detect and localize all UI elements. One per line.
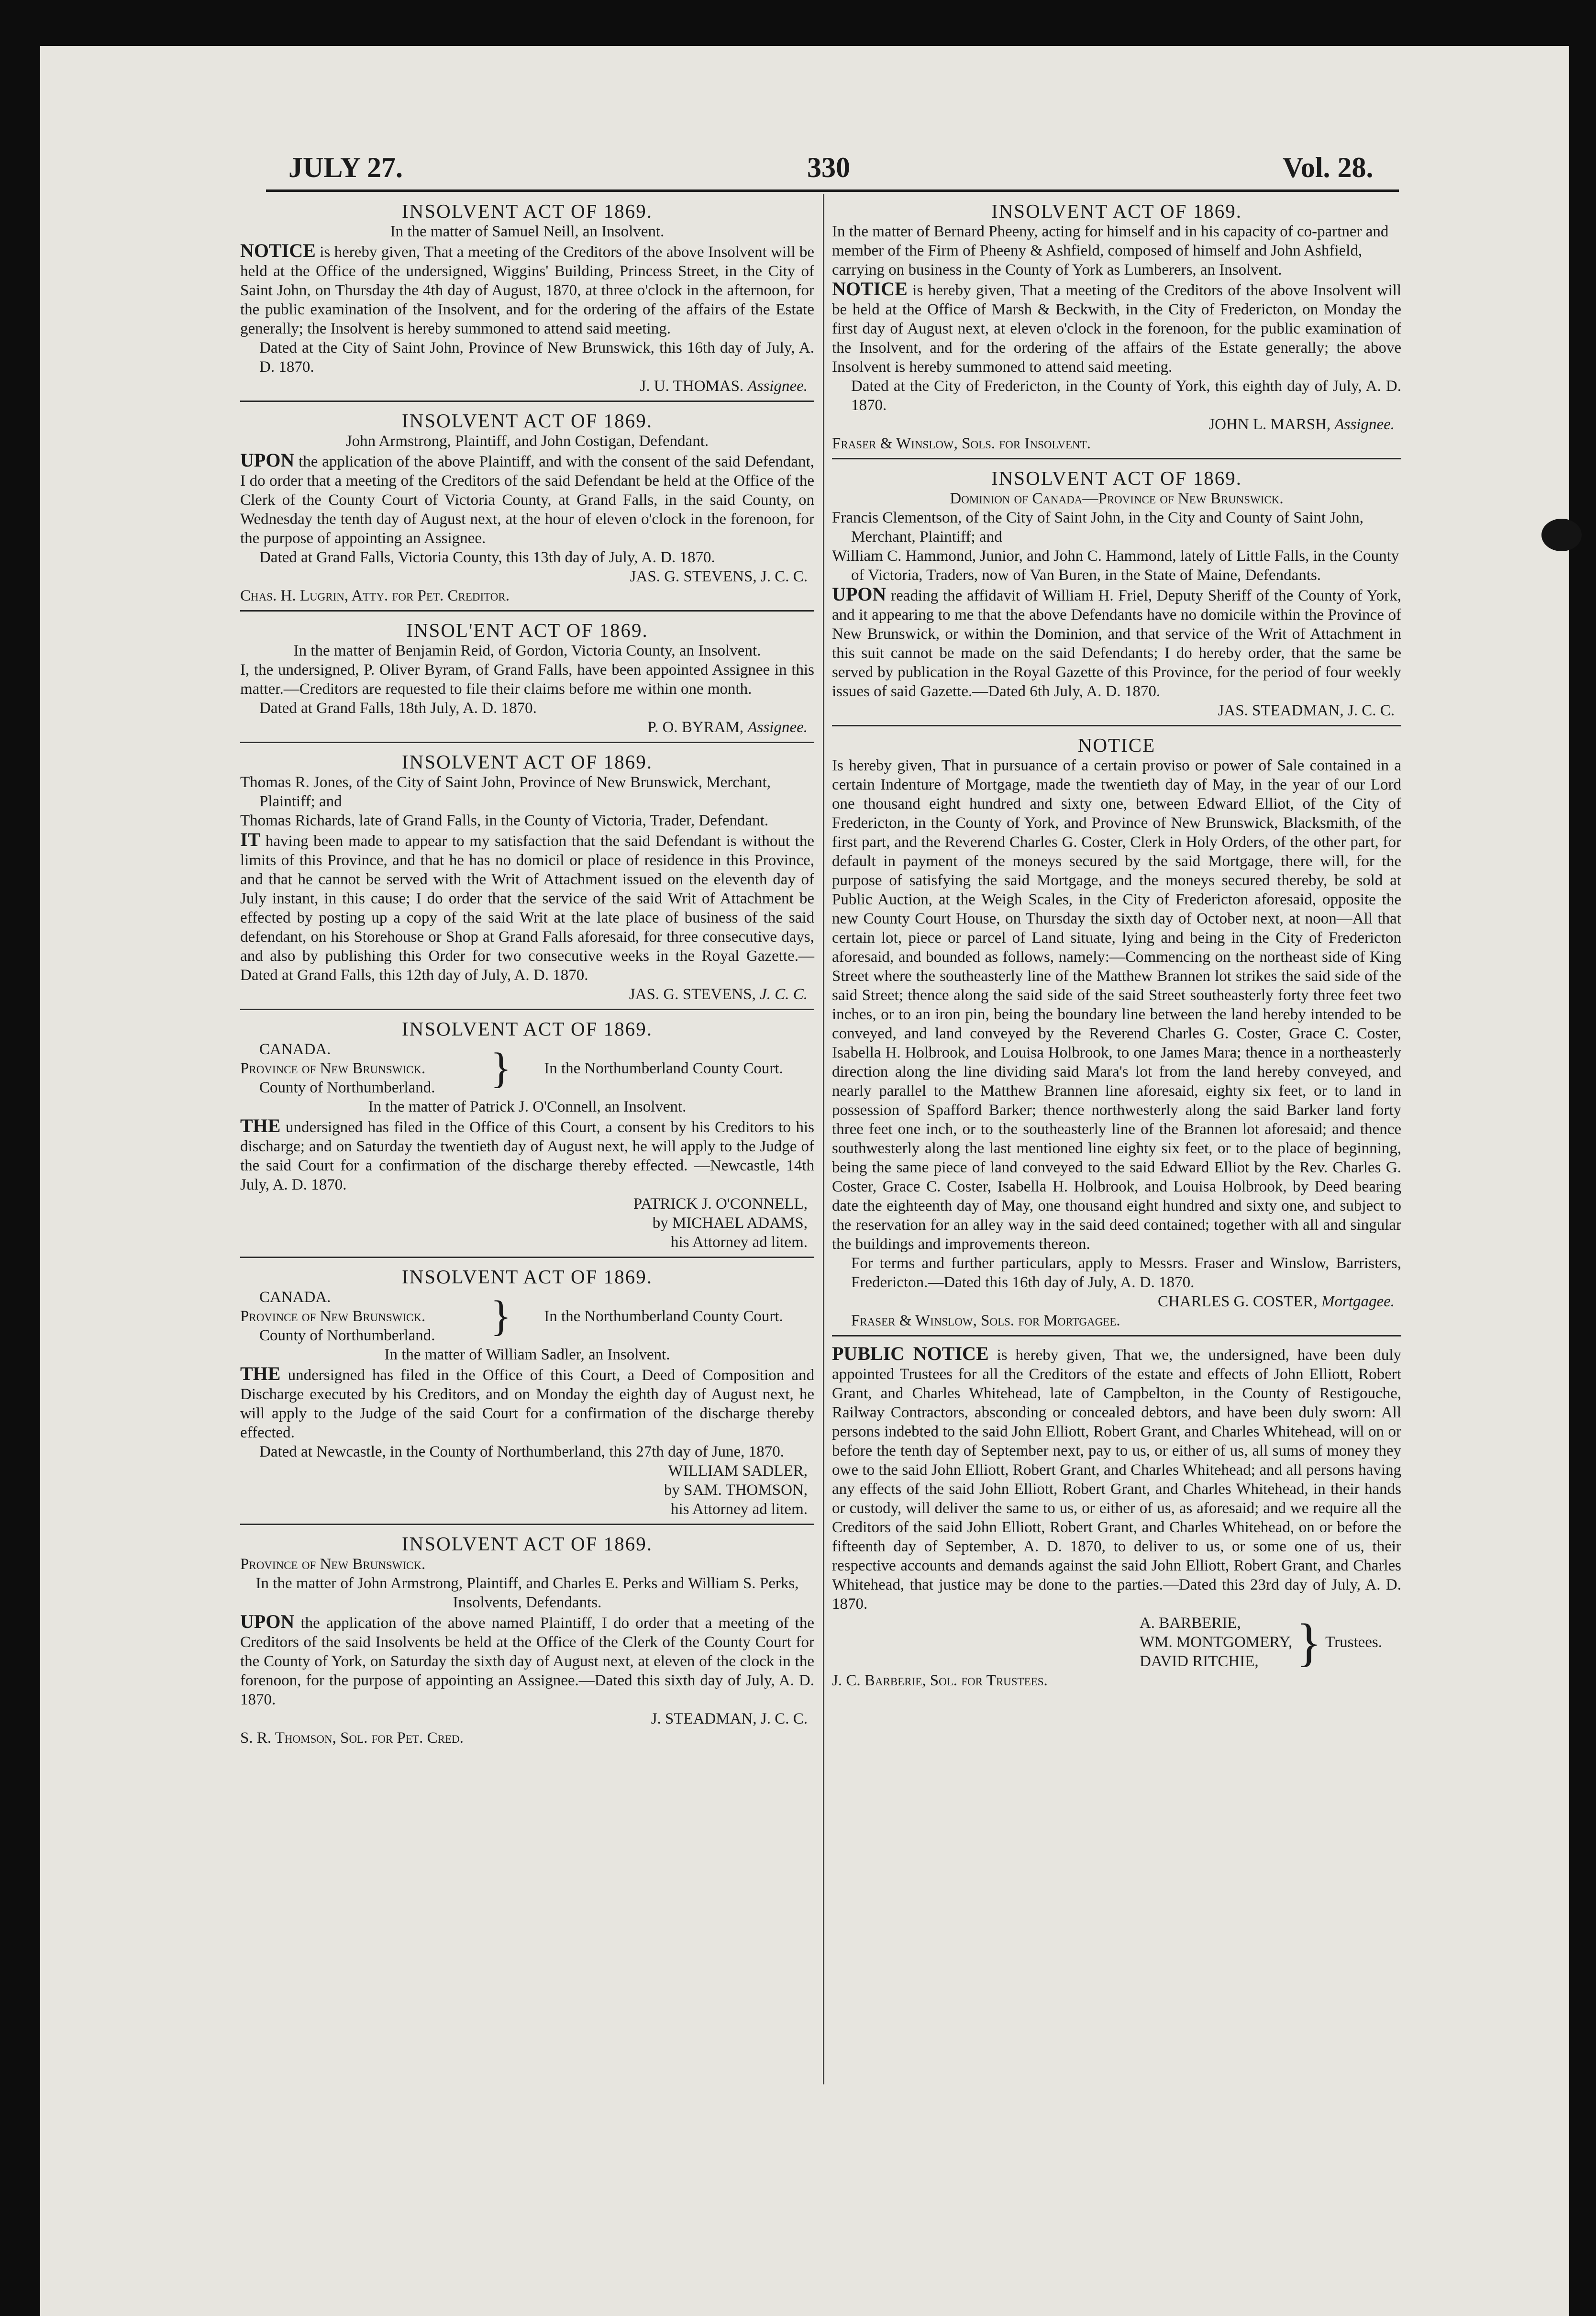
notice-body: I, the undersigned, P. Oliver Byram, of Grand Falls, have been appointed Assignee in this matter.—Creditors are requested to file their claims before me within one month. bbox=[240, 661, 814, 698]
notice-separator bbox=[240, 1009, 814, 1010]
notice-signature: by SAM. THOMSON, bbox=[664, 1481, 808, 1499]
notice-signature: by MICHAEL ADAMS, bbox=[652, 1214, 808, 1232]
notice-text: is hereby given, That a meeting of the Creditors of the above Insolvent will be held at the Office of the undersigned, Wiggins' Building, Princess Street, in the City of Saint John, on Thursday the 4th day of August, 1870, at three o'clock in the afternoon, for the public examination of the Insolvent, and for the ordering of the affairs of the Estate generally; the Insolvent is hereby summoned to attend said meeting. bbox=[240, 244, 815, 337]
signer-role: Mortgagee. bbox=[1321, 1293, 1395, 1310]
notice-signature: WILLIAM SADLER, bbox=[668, 1462, 808, 1480]
notice-mortgage-sale bbox=[832, 734, 1401, 1330]
jurisdiction-county: County of Northumberland. bbox=[259, 1327, 435, 1344]
notice-text: undersigned has filed in the Office of this Court, a Deed of Composition and Discharge executed by his Creditors, and on Monday the eighth day of August next, he will apply to the Judge of the said Court for a confirmation of the discharge thereby effected. bbox=[240, 1367, 814, 1441]
notice-attorney: Fraser & Winslow, Sols. for Mortgagee. bbox=[851, 1312, 1120, 1329]
notice-signature bbox=[240, 718, 814, 737]
notice-body bbox=[240, 1364, 814, 1442]
trustee-signatures bbox=[832, 1614, 1401, 1671]
notice-subtitle: In the matter of Patrick J. O'Connell, an Insolvent. bbox=[368, 1098, 687, 1115]
notice-subtitle: In the matter of Samuel Neill, an Insolvent. bbox=[390, 223, 665, 240]
gazette-page bbox=[40, 46, 1569, 2316]
signer: JAS. G. STEVENS, bbox=[629, 986, 756, 1003]
notice-attorney: Chas. H. Lugrin, Atty. for Pet. Creditor. bbox=[240, 587, 510, 604]
notice-separator bbox=[240, 1257, 814, 1258]
notice-pheeny bbox=[832, 200, 1401, 453]
signer-role: J. C. C. bbox=[760, 986, 808, 1003]
notice-body bbox=[832, 585, 1401, 701]
notice-text: reading the affidavit of William H. Friel, Deputy Sheriff of the County of York, and it appearing to me that the above Defendants have no domicile within the Province of New Brunswick, or within the Dominion, and that service of the Writ of Attachment in this suit cannot be made on the said Defendants; I do hereby order, that the same be served by publication in the Royal Gazette of this Province, for the period of four weekly issues of said Gazette.—Dated 6th July, A. D. 1870. bbox=[832, 587, 1401, 700]
notice-title: INSOLVENT ACT OF 1869. bbox=[402, 1266, 653, 1288]
notice-text: is hereby given, That we, the undersigned, have been duly appointed Trustees for all the Creditors of the estate and effects of John Elliott, Robert Grant, and Charles Whitehead, late of Campbelton, in the County of Restigouche, Railway Contractors, absconding or concealed debtors, and have been duly sworn: All persons indebted to the said John Elliott, Robert Grant, and Charles Whitehead, will on or before the tenth day of September next, pay to us, or either of us, all sums of money they owe to the said John Elliott, Robert Grant, and Charles Whitehead; and all persons having any effects of the said John Elliott, Robert Grant, and Charles Whitehead, in their hands or custody, will deliver the same to us, or either of us, as aforesaid; and we require all the Creditors of the said John Elliott, Robert Grant, and Charles Whitehead, on or before the fifteenth day of September, A. D. 1870, to deliver to us, or some one of us, their respective accounts and demands against the said John Elliott, Robert Grant, and Charles Whitehead, that justice may be done to the parties.—Dated this 23rd day of July, A. D. 1870. bbox=[832, 1347, 1401, 1613]
signer-role: Assignee. bbox=[747, 378, 808, 395]
notice-lead: NOTICE bbox=[240, 240, 316, 261]
notice-lead: THE bbox=[240, 1363, 281, 1384]
notice-sadler bbox=[240, 1266, 814, 1519]
jurisdiction-canada: CANADA. bbox=[259, 1289, 331, 1306]
right-column bbox=[832, 200, 1401, 1695]
notice-dated: Dated at the City of Fredericton, in the County of York, this eighth day of July, A. D. 1870. bbox=[851, 378, 1401, 414]
signer: J. U. THOMAS. bbox=[640, 378, 744, 395]
notice-jones-richards bbox=[240, 751, 814, 1004]
notice-armstrong-perks bbox=[240, 1533, 814, 1748]
notice-party: Thomas Richards, late of Grand Falls, in the County of Victoria, Trader, Defendant. bbox=[240, 812, 769, 829]
notice-samuel-neill bbox=[240, 200, 814, 396]
notice-lead: UPON bbox=[240, 449, 295, 471]
notice-body bbox=[240, 241, 814, 338]
notice-title: INSOL'ENT ACT OF 1869. bbox=[406, 619, 648, 641]
notice-body bbox=[832, 279, 1401, 377]
notice-benjamin-reid bbox=[240, 619, 814, 737]
notice-body bbox=[240, 830, 814, 985]
notice-separator bbox=[240, 401, 814, 402]
notice-signature: JAS. STEADMAN, J. C. C. bbox=[1218, 702, 1395, 719]
notice-subtitle: In the matter of Bernard Pheeny, acting for himself and in his capacity of co-partner and member of the Firm of Pheeny & Ashfield, composed of himself and John Ashfield, carrying on business in the County of York as Lumberers, an Insolvent. bbox=[832, 223, 1389, 278]
header-date: JULY 27. bbox=[288, 152, 403, 183]
notice-title: NOTICE bbox=[1077, 734, 1156, 756]
trustee-name: A. BARBERIE, bbox=[1139, 1615, 1241, 1632]
notice-signature bbox=[240, 985, 814, 1004]
notice-text: the application of the above Plaintiff, and with the consent of the said Defendant, I do order that a meeting of the Creditors of the said Defendant be held at the Office of the Clerk of the County Court of Victoria County, at Grand Falls, in the said County, on Wednesday the tenth day of August next, at the hour of eleven o'clock in the forenoon, for the purpose of appointing an Assignee. bbox=[240, 453, 815, 547]
jurisdiction-court: In the Northumberland County Court. bbox=[544, 1060, 783, 1077]
notice-subtitle: John Armstrong, Plaintiff, and John Costigan, Defendant. bbox=[345, 433, 709, 450]
notice-text: undersigned has filed in the Office of this Court, a consent by his Creditors to his discharge; and on Saturday the twentieth day of August next, he will apply to the Judge of the said Court for a confirmation of the discharge thereby effected. —Newcastle, 14th July, A. D. 1870. bbox=[240, 1119, 815, 1193]
ink-blot bbox=[1541, 519, 1582, 551]
notice-trustees bbox=[832, 1344, 1401, 1690]
signer: P. O. BYRAM, bbox=[647, 719, 744, 736]
trustees-label: Trustees. bbox=[1325, 1634, 1382, 1651]
notice-lead: PUBLIC NOTICE bbox=[832, 1343, 989, 1364]
notice-party: William C. Hammond, Junior, and John C. Hammond, lately of Little Falls, in the County of Victoria, Traders, now of Van Buren, in the State of Maine, Defendants. bbox=[832, 547, 1399, 584]
notice-title: INSOLVENT ACT OF 1869. bbox=[991, 200, 1242, 222]
notice-separator bbox=[832, 458, 1401, 459]
header-page-number: 330 bbox=[807, 152, 850, 183]
left-column bbox=[240, 200, 814, 1752]
notice-armstrong-costigan bbox=[240, 410, 814, 605]
notice-separator bbox=[240, 742, 814, 743]
header-volume: Vol. 28. bbox=[1283, 152, 1374, 183]
signer-role: Assignee. bbox=[1334, 416, 1395, 433]
brace-glyph: } bbox=[490, 1292, 511, 1340]
notice-text: the application of the above named Plaintiff, I do order that a meeting of the Creditors of the said Insolvents be held at the Office of the Clerk of the County Court for the County of York, on Saturday the sixth day of August next, at eleven of the clock in the forenoon, for the purpose of appointing an Assignee.—Dated this sixth day of July, A. D. 1870. bbox=[240, 1615, 814, 1708]
column-divider bbox=[823, 194, 824, 2084]
notice-dated: Dated at Grand Falls, Victoria County, this 13th day of July, A. D. 1870. bbox=[259, 549, 715, 566]
notice-body bbox=[240, 1116, 814, 1194]
notice-lead: NOTICE bbox=[832, 278, 908, 300]
notice-title: INSOLVENT ACT OF 1869. bbox=[402, 200, 653, 222]
notice-title: INSOLVENT ACT OF 1869. bbox=[402, 1533, 653, 1555]
notice-signature: J. STEADMAN, J. C. C. bbox=[651, 1710, 808, 1727]
notice-separator bbox=[832, 1335, 1401, 1336]
trustee-name: WM. MONTGOMERY, bbox=[1139, 1634, 1293, 1651]
jurisdiction-canada: CANADA. bbox=[259, 1041, 331, 1058]
notice-dominion: Dominion of Canada—Province of New Brunswick. bbox=[950, 490, 1284, 507]
signer-role: Assignee. bbox=[747, 719, 808, 736]
brace-glyph: } bbox=[490, 1045, 511, 1092]
notice-lead: THE bbox=[240, 1115, 281, 1136]
notice-title: INSOLVENT ACT OF 1869. bbox=[402, 410, 653, 432]
notice-lead: IT bbox=[240, 829, 261, 850]
notice-body bbox=[240, 1612, 814, 1709]
jurisdiction-block bbox=[240, 1040, 814, 1097]
jurisdiction-county: County of Northumberland. bbox=[259, 1079, 435, 1096]
notice-title: INSOLVENT ACT OF 1869. bbox=[402, 751, 653, 773]
notice-signature bbox=[832, 1292, 1401, 1311]
notice-attorney: S. R. Thomson, Sol. for Pet. Cred. bbox=[240, 1729, 464, 1747]
notice-separator bbox=[832, 725, 1401, 726]
notice-signature bbox=[240, 377, 814, 396]
notice-attorney: J. C. Barberie, Sol. for Trustees. bbox=[832, 1672, 1048, 1689]
notice-dated: Dated at the City of Saint John, Province of New Brunswick, this 16th day of July, A. D. 1870. bbox=[259, 339, 814, 376]
jurisdiction-province: Province of New Brunswick. bbox=[240, 1308, 426, 1325]
notice-text: is hereby given, That a meeting of the Creditors of the above Insolvent will be held at the Office of Marsh & Beckwith, in the City of Fredericton, on Monday the first day of August next, at eleven o'clock in the forenoon, for the public examination of the Insolvent, and for the ordering of the affairs of the Estate generally; the above Insolvent is hereby summoned to attend said meeting. bbox=[832, 282, 1402, 376]
notice-signature bbox=[832, 415, 1401, 434]
notice-signature: his Attorney ad litem. bbox=[671, 1501, 808, 1518]
notice-separator bbox=[240, 1524, 814, 1525]
notice-body: Is hereby given, That in pursuance of a certain proviso or power of Sale contained in a certain Indenture of Mortgage, made the twentieth day of May, in the year of our Lord one thousand eight hundred and sixty one, between Edward Elliot, of the City of Fredericton, in the County of York, and Province of New Brunswick, Blacksmith, of the first part, and the Reverend Charles G. Coster, Clerk in Holy Orders, of the other part, for default in payment of the moneys secured by the said Mortgage, there will, for the purpose of satisfying the said Mortgage, and the moneys secured thereby, be sold at Public Auction, at the Weigh Scales, in the City of Fredericton aforesaid, opposite the new County Court House, on Thursday the sixth day of October next, at noon—All that certain lot, piece or parcel of Land situate, lying and being in the City of Fredericton aforesaid, and bounded as follows, namely:—Commencing on the northeast side of King Street where the southeasterly line of the Matthew Brannen lot strikes the said side of the said Street; thence along the said side of the said Street southeasterly forty three feet two inches, or to an iron pin, being the boundary line between the land hereby intended to be conveyed, and land conveyed by the Reverend Charles G. Coster, Grace C. Coster, Isabella H. Holbrook, and Louisa Holbrook, to one James Mara; thence in a northeasterly direction along the line dividing said Mara's lot from the land hereby conveyed, and nearly parallel to the Matthew Brannen line aforesaid, eighty six feet, or to land in possession of Spafford Barker; thence northwesterly along the said Barker land forty three feet one inch, or to the southeasterly line of the Brannen lot aforesaid; and thence southwesterly along the last mentioned line eighty six feet, or to the place of beginning, being the same piece of land conveyed to the said Edward Elliot by the Rev. Charles G. Coster, Grace C. Coster, Isabella H. Holbrook, and Louisa Holbrook, by Deed bearing date the eighteenth day of May, one thousand eight hundred and sixty one, and subject to the reservation for an alley way in the said deed contained; together with all and singular the buildings and improvements thereon. bbox=[832, 757, 1401, 1253]
notice-title: INSOLVENT ACT OF 1869. bbox=[991, 467, 1242, 489]
brace-glyph: } bbox=[1296, 1613, 1322, 1671]
notice-dated: Dated at Newcastle, in the County of Northumberland, this 27th day of June, 1870. bbox=[259, 1443, 785, 1460]
notice-separator bbox=[240, 610, 814, 612]
notice-party: Francis Clementson, of the City of Saint John, in the City and County of Saint John, Merchant, Plaintiff; and bbox=[832, 509, 1363, 546]
notice-dated: Dated at Grand Falls, 18th July, A. D. 1870. bbox=[259, 700, 537, 717]
notice-subtitle: In the matter of William Sadler, an Insolvent. bbox=[384, 1346, 670, 1363]
notice-party: Thomas R. Jones, of the City of Saint John, Province of New Brunswick, Merchant, Plaintiff; and bbox=[240, 774, 771, 810]
jurisdiction-court: In the Northumberland County Court. bbox=[544, 1308, 783, 1325]
trustee-name: DAVID RITCHIE, bbox=[1139, 1653, 1259, 1670]
notice-terms: For terms and further particulars, apply to Messrs. Fraser and Winslow, Barristers, Fredericton.—Dated this 16th day of July, A. D. 1870. bbox=[851, 1255, 1401, 1291]
notice-oconnell bbox=[240, 1018, 814, 1252]
notice-title: INSOLVENT ACT OF 1869. bbox=[402, 1018, 653, 1040]
header-rule bbox=[266, 189, 1399, 192]
jurisdiction-block bbox=[240, 1288, 814, 1345]
notice-body bbox=[240, 451, 814, 548]
notice-signature: JAS. G. STEVENS, J. C. C. bbox=[630, 568, 808, 585]
notice-body bbox=[832, 1344, 1401, 1614]
jurisdiction-province: Province of New Brunswick. bbox=[240, 1556, 426, 1573]
notice-subtitle: In the matter of John Armstrong, Plaintiff, and Charles E. Perks and William S. Perks, Insolvents, Defendants. bbox=[255, 1575, 799, 1611]
notice-attorney: Fraser & Winslow, Sols. for Insolvent. bbox=[832, 435, 1091, 452]
notice-signature: PATRICK J. O'CONNELL, bbox=[633, 1195, 808, 1213]
notice-signature: his Attorney ad litem. bbox=[671, 1234, 808, 1251]
notice-lead: UPON bbox=[832, 583, 887, 605]
jurisdiction-province: Province of New Brunswick. bbox=[240, 1060, 426, 1077]
notice-text: having been made to appear to my satisfaction that the said Defendant is without the limits of this Province, and that he has no domicil or place of residence in this Province, and that he cannot be served with the Writ of Attachment issued on the eleventh day of July instant, in this cause; I do order that the service of the said Writ of Attachment be effected by posting up a copy of the said Writ at the late place of business of the said defendant, on his Storehouse or Shop at Grand Falls aforesaid, for three consecutive days, and also by publishing this Order for two consecutive weeks in the Royal Gazette.— Dated at Grand Falls, this 12th day of July, A. D. 1870. bbox=[240, 833, 814, 984]
signer: CHARLES G. COSTER, bbox=[1157, 1293, 1318, 1310]
notice-clementson-hammond bbox=[832, 467, 1401, 720]
notice-subtitle: In the matter of Benjamin Reid, of Gordon, Victoria County, an Insolvent. bbox=[293, 642, 761, 659]
signer: JOHN L. MARSH, bbox=[1208, 416, 1331, 433]
notice-lead: UPON bbox=[240, 1611, 295, 1632]
